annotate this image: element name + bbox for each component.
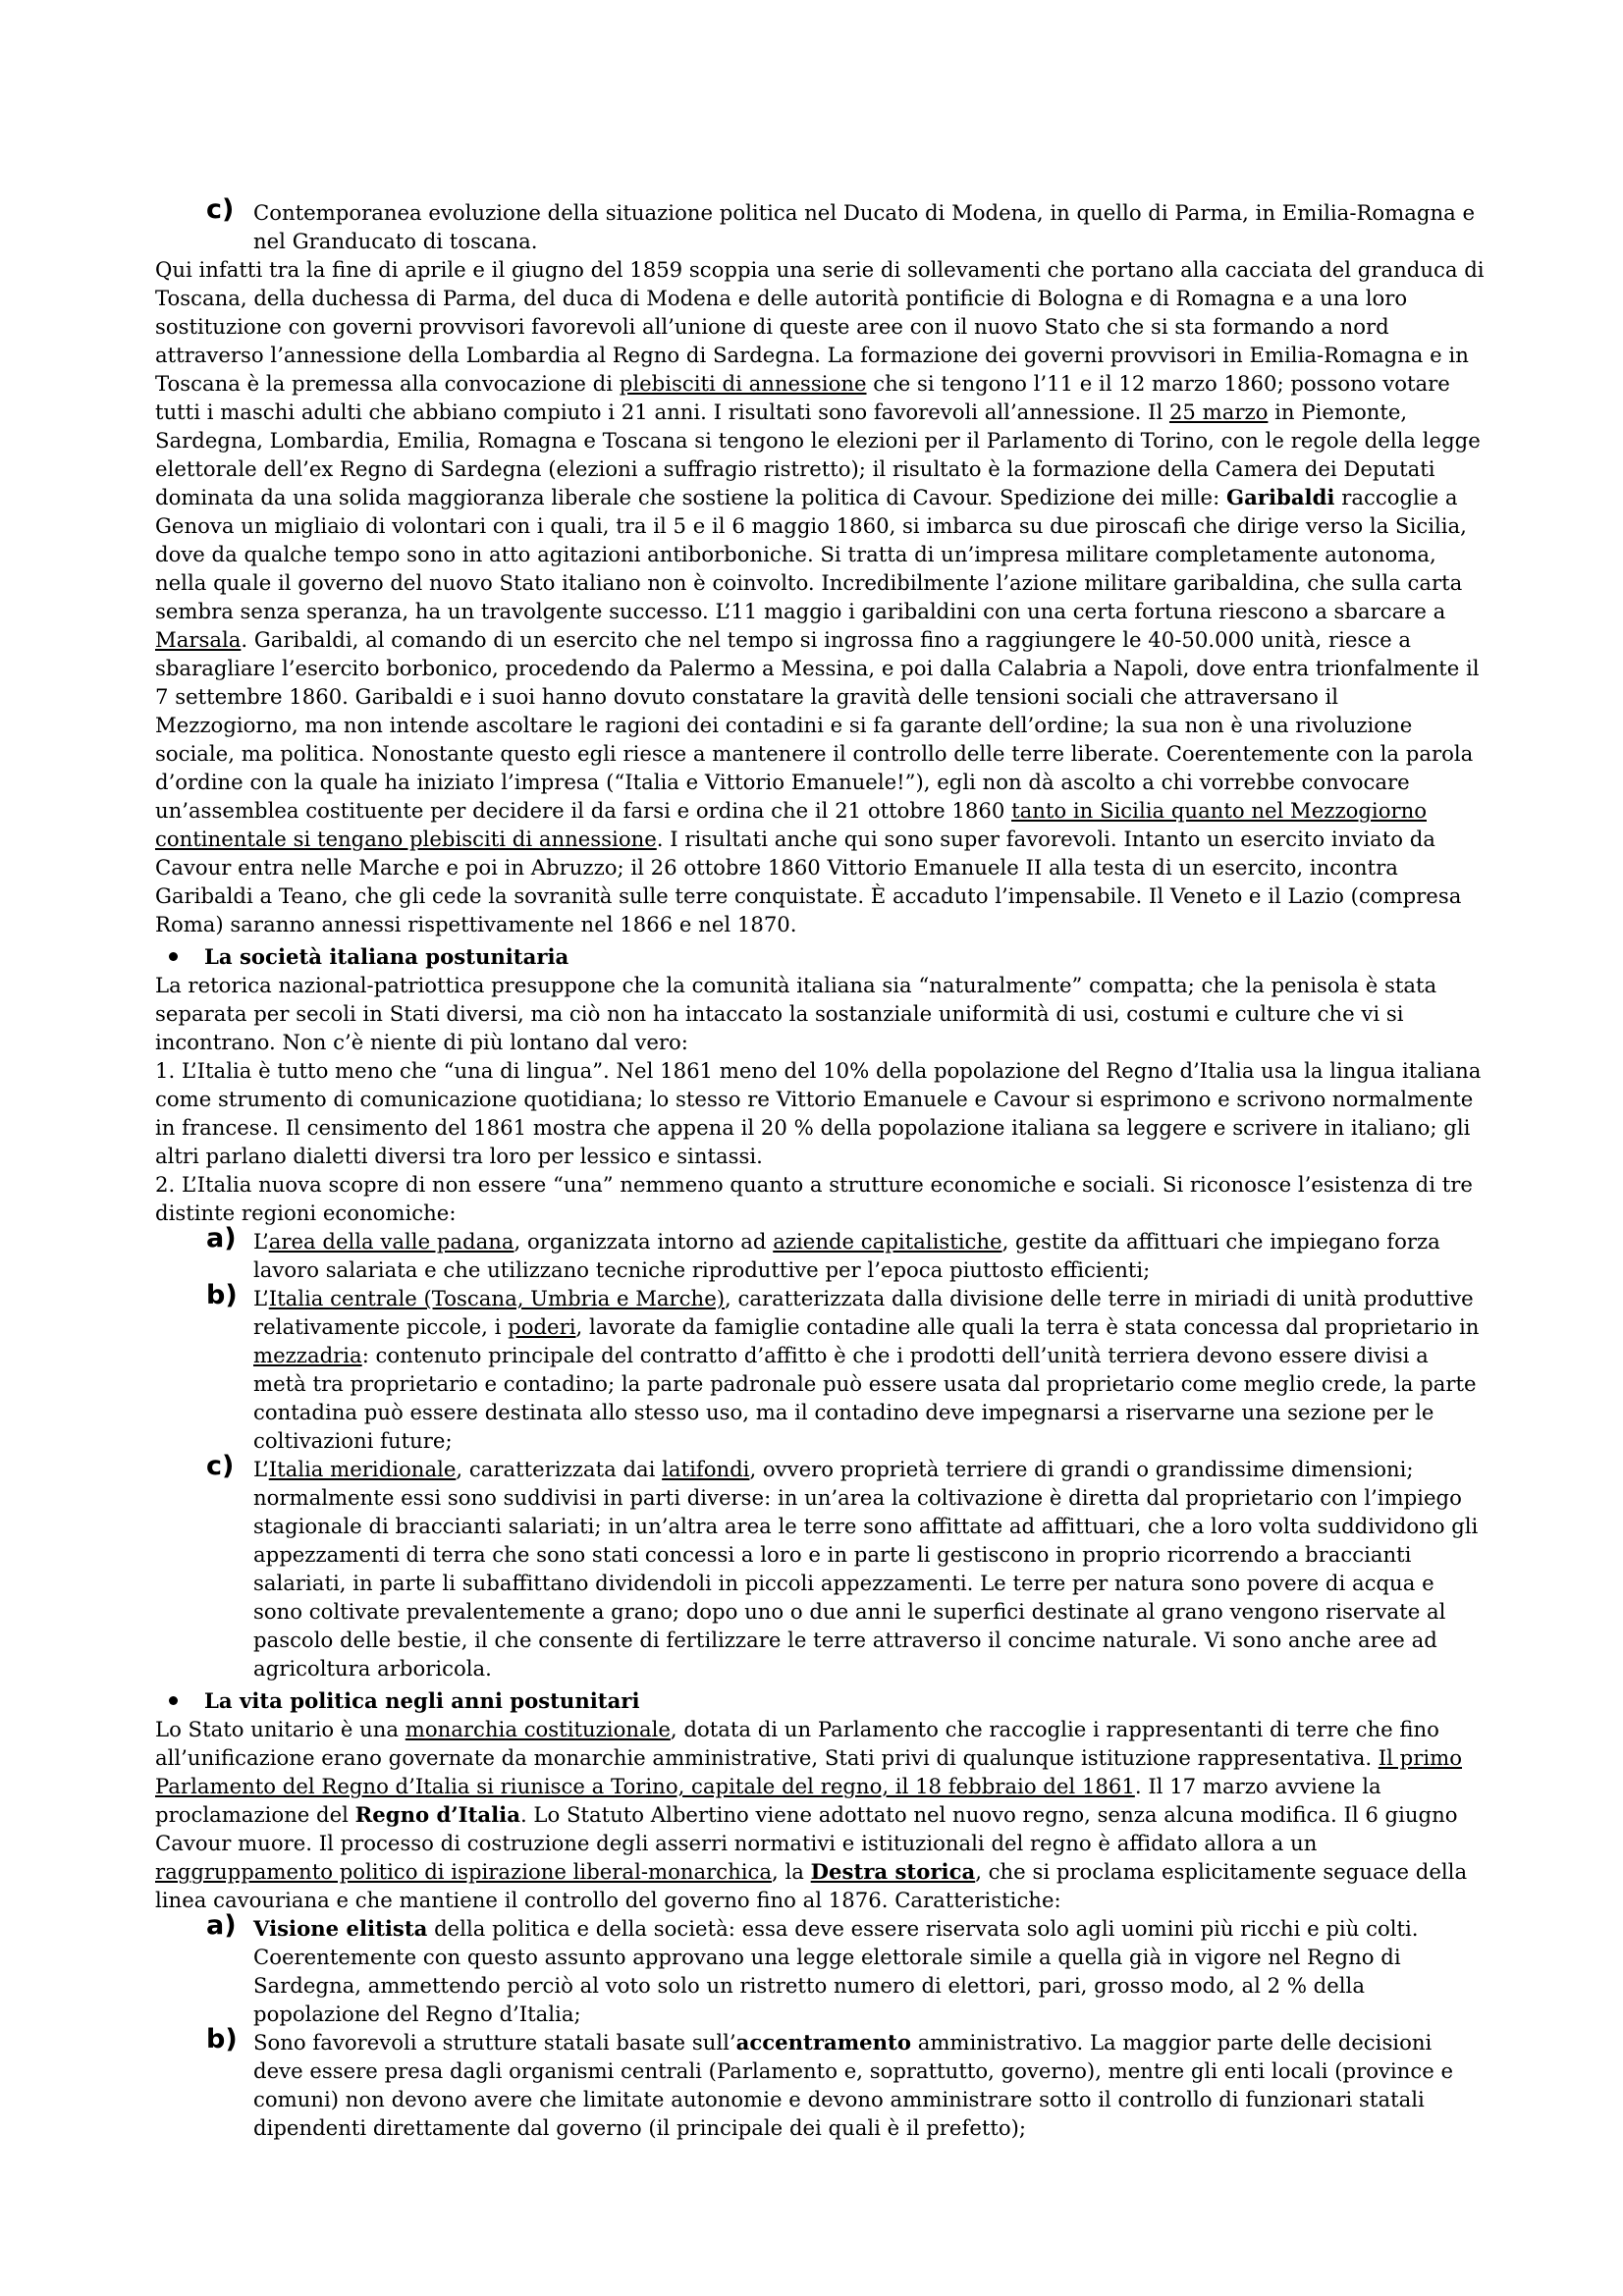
list-marker: c) [206,194,235,225]
text-run: , caratterizzata dalla divisione delle terre in miriadi di unità produttive relativamente piccole, i [253,1286,1474,1339]
underlined-text: Italia meridionale [268,1457,457,1481]
text-run: , ovvero proprietà terriere di grandi o grandissime dimensioni; normalmente essi sono suddivisi in parti diverse: in un’area la coltivazione è diretta dal proprietario con l’impiego stagionale di braccianti salariati; in un’altra area le terre sono affittate ad affittuari, che a loro volta suddividono gli appezzamenti di terra che sono stati concessi a loro e in parte li gestiscono in proprio ricorrendo a braccianti salariati, in parte li subaffittano dividendoli in piccoli appezzamenti. Le terre per natura sono povere di acqua e sono coltivate prevalentemente a grano; dopo uno o due anni le superfici destinate al grano vengono riservate al pascolo delle bestie, il che consente di fertilizzare le terre attraverso il concime naturale. Vi sono anche aree ad agricoltura arboricola. [253,1457,1479,1681]
underlined-text: 25 marzo [1168,400,1269,424]
list-marker: a) [206,1223,237,1254]
text-run: Sono favorevoli a strutture statali basate sull’ [253,2030,736,2055]
text-run: , lavorate da famiglie contadine alle quali la terra è stata concessa dal proprietario in [575,1314,1480,1339]
underlined-text: latifondi [662,1457,750,1481]
text-run: raccoglie a Genova un migliaio di volontari con i quali, tra il 5 e il 6 maggio 1860, si imbarca su due piroscafi che dirige verso la Sicilia, dove da qualche tempo sono in atto agitazioni antiborboniche. Si tratta di un’impresa militare completamente autonoma, nella quale il governo del nuovo Stato italiano non è coinvolto. Incredibilmente l’azione militare garibaldina, che sulla carta sembra senza speranza, ha un travolgente successo. L’11 maggio i garibaldini con una certa fortuna riescono a sbarcare a [155,485,1467,623]
section-heading-societa [155,942,1487,971]
bullet-dot-icon [169,1696,178,1705]
list-item-c-evolution [155,194,1487,255]
underlined-text: Il primo Parlamento del Regno d’Italia si riunisce a Torino, capitale del regno, il 18 febbraio del 1861 [155,1745,1462,1798]
list-marker: b) [206,2024,238,2055]
text-run: della politica e della società: essa deve essere riservata solo agli uomini più ricchi e più colti. Coerentemente con questo assunto approvano una legge elettorale simile a quella già in vigore nel Regno di Sardegna, ammettendo perciò al voto solo un ristretto numero di elettori, pari, grosso modo, al 2 % della popolazione del Regno d’Italia; [253,1916,1419,2026]
list-marker: b) [206,1280,238,1310]
text-run: . Lo Statuto Albertino viene adottato nel nuovo regno, senza alcuna modifica. Il 6 giugno Cavour muore. Il processo di costruzione degli asserri normativi e istituzionali del regno è affidato allora a un [155,1802,1458,1855]
underlined-text: tanto in Sicilia quanto nel Mezzogiorno continentale si tengano plebisciti di annessione [155,798,1427,851]
underlined-text: aziende capitalistiche [773,1229,1002,1254]
heading-text: La società italiana postunitaria [204,944,569,969]
text-run: Qui infatti tra la fine di aprile e il giugno del 1859 scoppia una serie di sollevamenti che portano alla cacciata del granduca di Toscana, della duchessa di Parma, del duca di Modena e delle autorità pontificie di Bologna e di Romagna e a una loro sostituzione con governi provvisori favorevoli all’unione di queste aree con il nuovo Stato che si sta formando a nord attraverso l’annessione della Lombardia al Regno di Sardegna. La formazione dei governi provvisori in Emilia-Romagna e in Toscana è la premessa alla convocazione di [155,257,1485,396]
text-run: , organizzata intorno ad [514,1229,774,1254]
underlined-text: poderi [508,1314,576,1339]
list-marker: c) [206,1451,235,1481]
list-item-b-italia-centrale [155,1280,1487,1455]
text-run: . I risultati anche qui sono super favorevoli. Intanto un esercito inviato da Cavour entra nelle Marche e poi in Abruzzo; il 26 ottobre 1860 Vittorio Emanuele II alla testa di un esercito, incontra Garibaldi a Teano, che gli cede la sovranità sulle terre conquistate. È accaduto l’impensabile. Il Veneto e il Lazio (compresa Roma) saranno annessi rispettivamente nel 1866 e nel 1870. [155,827,1462,936]
list-item-text: Contemporanea evoluzione della situazione politica nel Ducato di Modena, in quello di Parma, in Emilia-Romagna e nel Granducato di toscana. [253,200,1476,253]
document-page [155,194,1487,2142]
paragraph-lingua: 1. L’Italia è tutto meno che “una di lingua”. Nel 1861 meno del 10% della popolazione del Regno d’Italia usa la lingua italiana come strumento di comunicazione quotidiana; lo stesso re Vittorio Emanuele e Cavour si esprimono e scrivono normalmente in francese. Il censimento del 1861 mostra che appena il 20 % della popolazione italiana sa leggere e scrivere in italiano; gli altri parlano dialetti diversi tra loro per lessico e sintassi. [155,1058,1482,1168]
underlined-text: raggruppamento politico di ispirazione liberal-monarchica [155,1859,773,1884]
heading-text: La vita politica negli anni postunitari [204,1688,640,1713]
text-run: , dotata di un Parlamento che raccoglie i rappresentanti di terre che fino all’unificazione erano governate da monarchie amministrative, Stati privi di qualunque istituzione rappresentativa. [155,1717,1439,1770]
text-run: che si tengono l’11 e il 12 marzo 1860; possono votare tutti i maschi adulti che abbiano compiuto i 21 anni. I risultati sono favorevoli all’annessione. Il [155,371,1450,424]
underlined-text: Italia centrale (Toscana, Umbria e Marche) [268,1286,725,1310]
underlined-text: mezzadria [253,1343,362,1367]
text-run: in Piemonte, Sardegna, Lombardia, Emilia, Romagna e Toscana si tengono le elezioni per il Parlamento di Torino, con le regole della legge elettorale dell’ex Regno di Sardegna (elezioni a suffragio ristretto); il risultato è la formazione della Camera dei Deputati dominata da una solida maggioranza liberale che sostiene la politica di Cavour. Spedizione dei mille: [155,400,1481,509]
section-heading-vita-politica [155,1686,1487,1715]
underlined-text: plebisciti di annessione [619,371,867,396]
text-run: , gestite da affittuari che impiegano forza lavoro salariata e che utilizzano tecniche riproduttive per l’epoca piuttosto efficienti; [253,1229,1440,1282]
underlined-text: monarchia costituzionale [405,1717,671,1741]
list-item-a-valle-padana [155,1223,1487,1284]
underlined-text: Marsala [155,627,242,652]
text-run: L’ [253,1457,269,1481]
list-item-a-visione-elitista [155,1910,1487,2028]
bold-text: Regno d’Italia [354,1802,520,1827]
underlined-text: area della valle padana [268,1229,514,1254]
bullet-dot-icon [169,952,178,961]
bold-text: accentramento [735,2030,911,2055]
text-run: , che si proclama esplicitamente seguace della linea cavouriana e che mantiene il controllo del governo fino al 1876. Caratteristiche: [155,1859,1468,1912]
paragraph-sollevamenti-1859 [155,255,1487,938]
list-item-b-accentramento [155,2024,1487,2142]
paragraph-stato-unitario [155,1715,1487,1914]
bold-text: Visione elitista [253,1916,428,1941]
text-run: , caratterizzata dai [456,1457,663,1481]
text-run: L’ [253,1286,269,1310]
text-run: : contenuto principale del contratto d’affitto è che i prodotti dell’unità terriera devono essere divisi a metà tra proprietario e contadino; la parte padronale può essere usata dal proprietario come meglio crede, la parte contadina può essere destinata allo stesso uso, ma il contadino deve impegnarsi a riservarne una sezione per le coltivazioni future; [253,1343,1477,1453]
list-marker: a) [206,1910,237,1941]
paragraph-retorica: La retorica nazional-patriottica presuppone che la comunità italiana sia “naturalmente” compatta; che la penisola è stata separata per secoli in Stati diversi, ma ciò non ha intaccato la sostanziale uniformità di usi, costumi e culture che vi si incontrano. Non c’è niente di più lontano dal vero: [155,973,1437,1054]
paragraph-strutture: 2. L’Italia nuova scopre di non essere “una” nemmeno quanto a strutture economiche e sociali. Si riconosce l’esistenza di tre distinte regioni economiche: [155,1172,1473,1225]
bold-text: Garibaldi [1225,485,1335,509]
text-run: L’ [253,1229,269,1254]
text-run: . Il 17 marzo avviene la proclamazione del [155,1774,1381,1827]
bold-underlined-text: Destra storica [810,1859,976,1884]
text-run: amministrativo. La maggior parte delle decisioni deve essere presa dagli organismi centrali (Parlamento e, soprattutto, governo), mentre gli enti locali (province e comuni) non devono avere che limitate autonomie e devono amministrare sotto il controllo di funzionari statali dipendenti direttamente dal governo (il principale dei quali è il prefetto); [253,2030,1454,2140]
text-run: , la [772,1859,811,1884]
text-run: . Garibaldi, al comando di un esercito che nel tempo si ingrossa fino a raggiungere le 40-50.000 unità, riesce a sbaragliare l’esercito borbonico, procedendo da Palermo a Messina, e poi dalla Calabria a Napoli, dove entra trionfalmente il 7 settembre 1860. Garibaldi e i suoi hanno dovuto constatare la gravità delle tensioni sociali che attraversano il Mezzogiorno, ma non intende ascoltare le ragioni dei contadini e si fa garante dell’ordine; la sua non è una rivoluzione sociale, ma politica. Nonostante questo egli riesce a mantenere il controllo delle terre liberate. Coerentemente con la parola d’ordine con la quale ha iniziato l’impresa (“Italia e Vittorio Emanuele!”), egli non dà ascolto a chi vorrebbe convocare un’assemblea costituente per decidere il da farsi e ordina che il 21 ottobre 1860 [155,627,1480,823]
text-run: Lo Stato unitario è una [155,1717,406,1741]
list-item-c-italia-meridionale [155,1451,1487,1682]
